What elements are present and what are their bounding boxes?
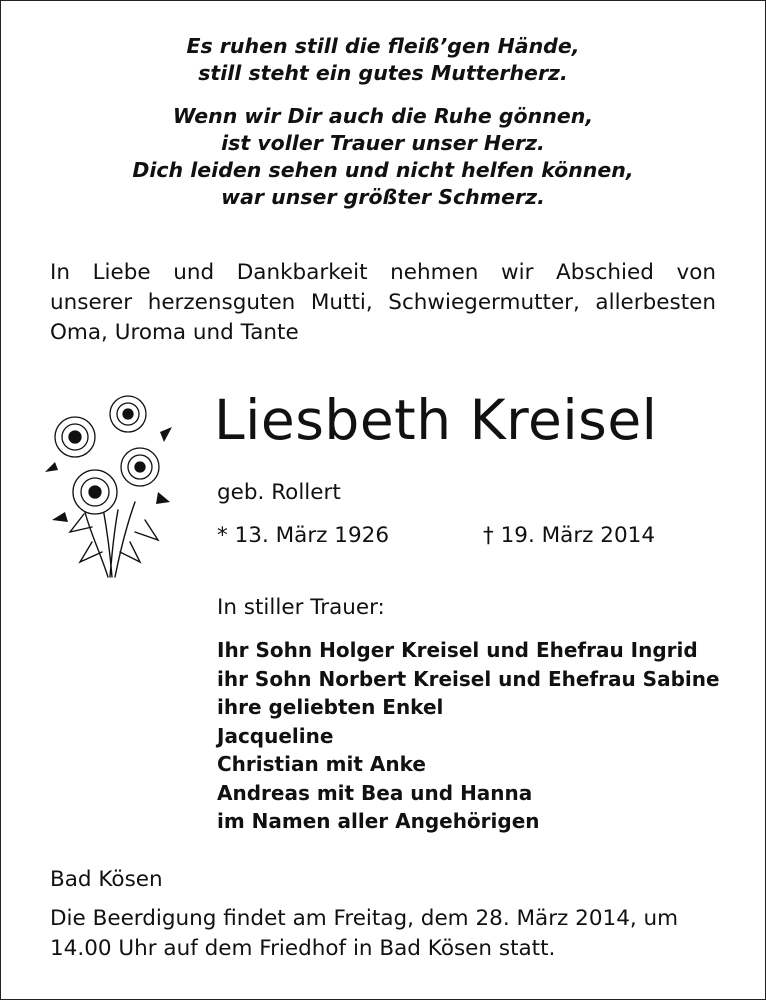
mourners-heading: In stiller Trauer: xyxy=(217,595,385,620)
mourner-line: ihr Sohn Norbert Kreisel und Ehefrau Sabine xyxy=(217,666,720,691)
intro-line: Oma, Uroma und Tante xyxy=(50,320,299,345)
verse-stanza-2 xyxy=(0,103,766,211)
mourner-line: Jacqueline xyxy=(217,723,334,748)
verse-line: still steht ein gutes Mutterherz. xyxy=(198,61,568,85)
verse-stanza-1 xyxy=(0,33,766,87)
verse-line: Dich leiden sehen und nicht helfen können, xyxy=(132,158,634,182)
mourners-list xyxy=(217,636,720,836)
mourner-line: Andreas mit Bea und Hanna xyxy=(217,780,533,805)
intro-line: unserer herzensguten Mutti, Schwiegermutter, allerbesten xyxy=(50,290,716,315)
verse-line: Wenn wir Dir auch die Ruhe gönnen, xyxy=(172,104,594,128)
maiden-name: geb. Rollert xyxy=(217,480,341,505)
roses-bouquet-icon xyxy=(40,392,175,582)
death-date: † 19. März 2014 xyxy=(483,523,656,548)
verse-line: ist voller Trauer unser Herz. xyxy=(221,131,545,155)
funeral-notice xyxy=(50,904,720,964)
funeral-line: Die Beerdigung findet am Freitag, dem 28. März 2014, um xyxy=(50,906,679,931)
mourner-line: Ihr Sohn Holger Kreisel und Ehefrau Ingrid xyxy=(217,638,698,662)
verse-line: Es ruhen still die fleiß’gen Hände, xyxy=(186,34,580,58)
mourner-line: Christian mit Anke xyxy=(217,752,426,776)
intro-paragraph xyxy=(50,258,716,348)
mourner-line: ihre geliebten Enkel xyxy=(217,695,444,719)
mourner-line: im Namen aller Angehörigen xyxy=(217,809,540,833)
funeral-line: 14.00 Uhr auf dem Friedhof in Bad Kösen statt. xyxy=(50,936,556,961)
verse-line: war unser größter Schmerz. xyxy=(221,185,545,209)
deceased-name: Liesbeth Kreisel xyxy=(214,388,658,452)
intro-line: In Liebe und Dankbarkeit nehmen wir Abschied von xyxy=(50,260,716,285)
birth-date: * 13. März 1926 xyxy=(217,523,390,548)
place: Bad Kösen xyxy=(50,867,163,892)
